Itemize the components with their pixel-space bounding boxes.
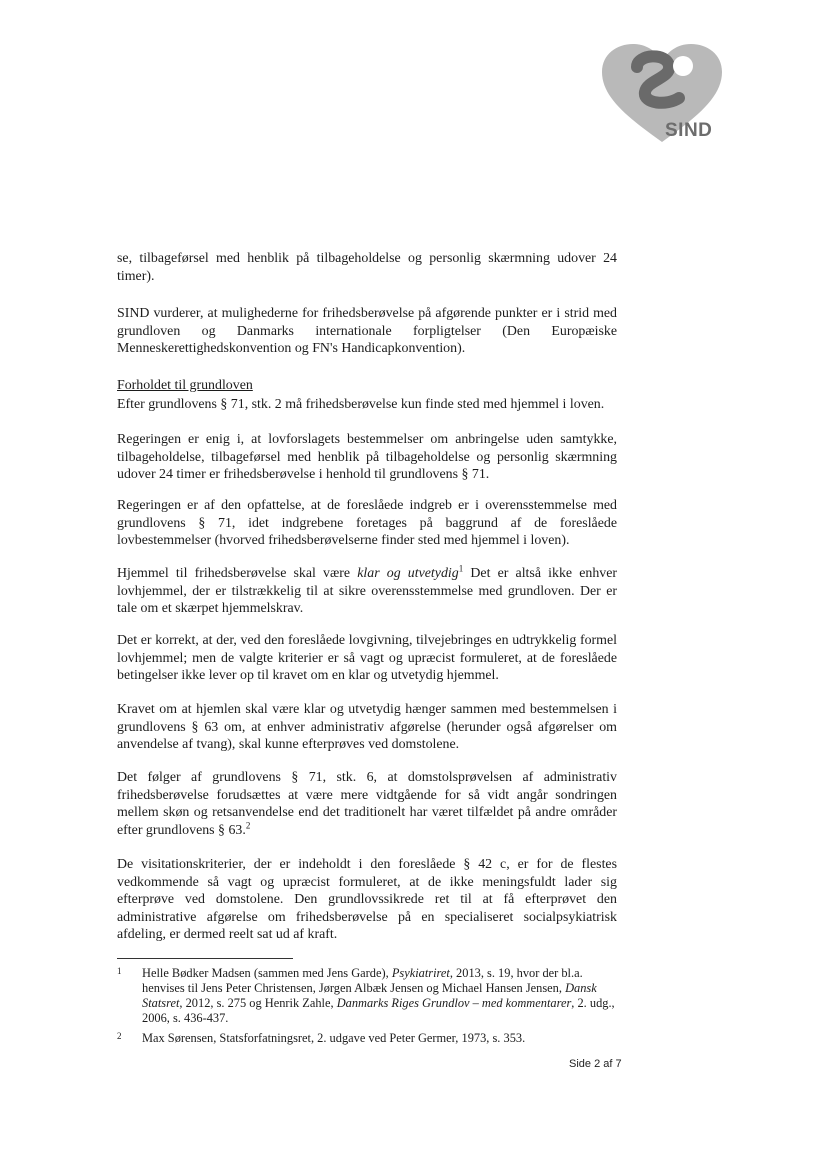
- paragraph-9: [117, 769, 617, 839]
- paragraph-3: Efter grundlovens § 71, stk. 2 må frihedsberøvelse kun finde sted med hjemmel i loven.: [117, 397, 605, 412]
- paragraph-6: [117, 565, 617, 618]
- footnote-ref-2: 2: [245, 819, 251, 830]
- paragraph-8: Kravet om at hjemlen skal være klar og utvetydig hænger sammen med bestemmelsen i grundlovens § 63 om, at enhver administrativ afgørelse (herunder også afgørelser om anvendelse af tvang), skal kunne efterprøves ved domstolene.: [117, 702, 617, 752]
- footnote-1-part: , 2013, s. 19, hvor der bl.a. henvises til Jens Peter Christensen, Jørgen Albæk Jensen og Michael Hansen Jensen,: [142, 966, 583, 995]
- footnote-2: [117, 1031, 617, 1046]
- paragraph-5: Regeringen er af den opfattelse, at de foreslåede indgreb er i overensstemmelse med grundlovens § 71, idet indgrebene foretages på baggrund af de foreslåede lovbestemmelser (hvorved frihedsberøvelserne finder sted med hjemmel i loven).: [117, 498, 617, 548]
- paragraph-9-text: Det følger af grundlovens § 71, stk. 6, at domstolsprøvelsen af administrativ frihedsberøvelse forudsættes at være mere vidtgående for så vidt angår sondringen mellem skøn og retsanvendelse end det traditionelt har været tilfældet på andre områder efter grundlovens § 63.: [117, 770, 617, 838]
- paragraph-1: se, tilbageførsel med henblik på tilbageholdelse og personlig skærmning udover 24 timer).: [117, 251, 617, 284]
- footnote-1-part: , 2012, s. 275 og Henrik Zahle,: [179, 996, 337, 1010]
- footnote-ref-1: 1: [458, 563, 464, 574]
- klar-og-utvetydig: klar og utvetydig: [357, 566, 459, 581]
- paragraph-2: SIND vurderer, at mulighederne for frihedsberøvelse på afgørende punkter er i strid med grundloven og Danmarks internationale forpligtelser (Den Europæiske Menneskerettighedskonvention og FN's Handicapkonvention).: [117, 306, 617, 356]
- footnote-1-title-2: Dansk Statsret: [142, 981, 597, 1010]
- paragraph-6-start: Hjemmel til frihedsberøvelse skal være: [117, 566, 358, 581]
- paragraph-10: De visitationskriterier, der er indeholdt i den foreslåede § 42 c, er for de flestes vedkommende så vagt og upræcist formuleret, at de ikke meningsfuldt lader sig efterprøve ved domstolene. Den grundlovssikrede ret til at få efterprøvet den administrative afgørelse om frihedsberøvelse på en specialiseret socialpsykiatrisk afdeling, er dermed reelt sat ud af kraft.: [117, 857, 617, 942]
- footnote-2-text: Max Sørensen, Statsforfatningsret, 2. udgave ved Peter Germer, 1973, s. 353.: [142, 1031, 526, 1045]
- footnote-1-title-1: Psykiatriret: [391, 966, 450, 980]
- footnote-1-text: [142, 966, 617, 1026]
- page-number: Side 2 af 7: [569, 1058, 622, 1070]
- footnote-1-mark: 1: [117, 966, 122, 976]
- footnote-1-title-3: Danmarks Riges Grundlov – med kommentarer: [336, 996, 572, 1010]
- paragraph-4: Regeringen er enig i, at lovforslagets bestemmelser om anbringelse uden samtykke, tilbageholdelse, tilbageførsel med henblik på tilbageholdelse og personlig skærmning udover 24 timer er frihedsberøvelse i henhold til grundlovens § 71.: [117, 432, 617, 482]
- footnote-divider: [117, 958, 293, 959]
- footnote-1: [117, 966, 617, 1026]
- section-heading: Forholdet til grundloven: [117, 378, 253, 393]
- paragraph-7: Det er korrekt, at der, ved den foreslåede lovgivning, tilvejebringes en udtrykkelig formel lovhjemmel; men de valgte kriterier er så vagt og upræcist formuleret, at de foreslåede betingelser ikke lever op til kravet om en klar og utvetydig hjemmel.: [117, 633, 617, 683]
- paragraph-6-end: Det er altså ikke enhver lovhjemmel, der er tilstrækkelig til at sikre overensstemmelse med grundloven. Der er tale om et skærpet hjemmelskrav.: [117, 566, 618, 616]
- footnote-1-part: Helle Bødker Madsen (sammen med Jens Garde),: [142, 966, 392, 980]
- footnote-1-part: , 2. udg., 2006, s. 436-437.: [142, 996, 615, 1025]
- footnote-2-mark: 2: [117, 1031, 122, 1041]
- logo-text: SIND: [665, 120, 713, 141]
